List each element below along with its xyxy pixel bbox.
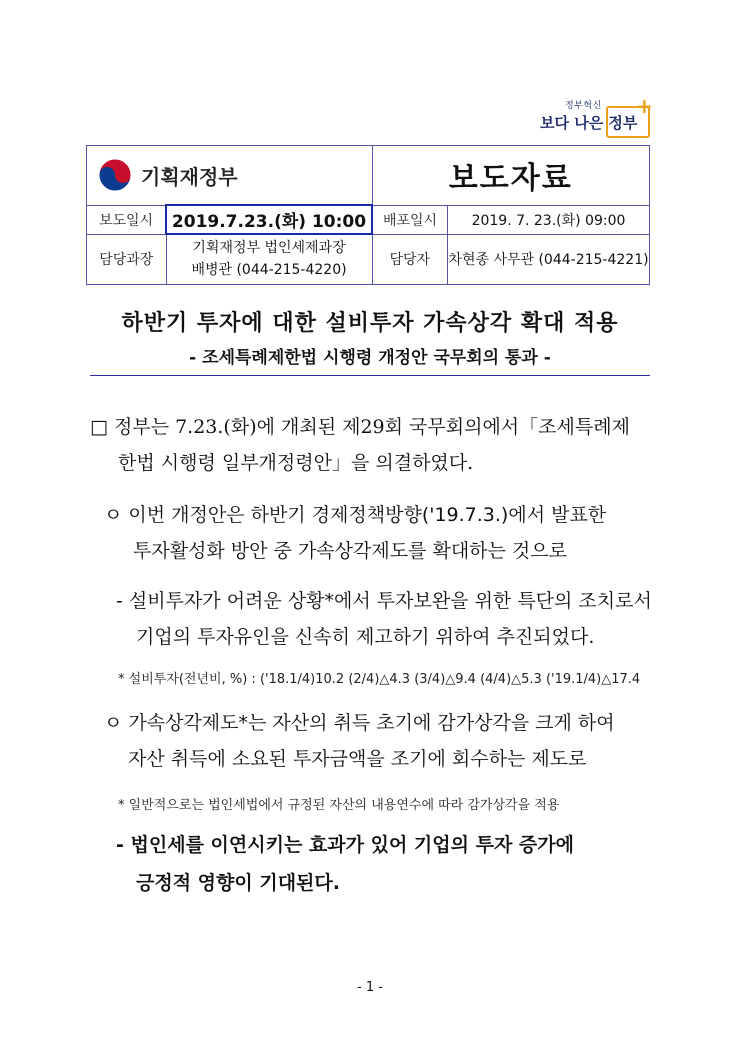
paragraph-3-line-1: - 설비투자가 어려운 상황*에서 투자보완을 위한 특단의 조치로서 [116,590,652,612]
slogan-big-text: 보다 나은 정부 [540,114,638,132]
dept-info [166,234,372,284]
slogan-small-text: 정부혁신 [565,101,602,111]
headline: 하반기 투자에 대한 설비투자 가속상각 확대 적용 [121,311,619,336]
press-release-header [86,145,650,285]
plus-icon: + [636,94,653,118]
paragraph-2-line-1: ㅇ 이번 개정안은 하반기 경제정책방향('19.7.3.)에서 발표한 [104,504,607,526]
dept-label: 담당과장 [87,234,167,284]
paragraph-4-line-2: 자산 취득에 소요된 투자금액을 조기에 회수하는 제도로 [128,748,587,770]
paragraph-1-line-2: 한법 시행령 일부개정령안」을 의결하였다. [118,452,474,474]
contact-info: 차현종 사무관 (044-215-4221) [448,234,650,284]
dept-line-2: 배병관 (044-215-4220) [191,262,347,279]
document-type-title: 보도자료 [372,146,650,206]
ministry-logo-cell [87,146,373,206]
subheadline: - 조세특례제한법 시행령 개정안 국무회의 통과 - [189,348,551,368]
dept-line-1: 기획재정부 법인세제과장 [192,240,346,257]
paragraph-5-line-1: - 법인세를 이연시키는 효과가 있어 기업의 투자 증가에 [116,834,574,856]
contact-label: 담당자 [372,234,448,284]
paragraph-3-line-2: 기업의 투자유인을 신속히 제고하기 위하여 추진되었다. [136,626,595,648]
release-time: 2019. 7. 23.(화) 09:00 [448,205,650,234]
taegeuk-icon [97,157,133,193]
footnote-2: * 일반적으로는 법인세법에서 규정된 자산의 내용연수에 따라 감가상각을 적용 [118,798,560,813]
paragraph-5-line-2: 긍정적 영향이 기대된다. [136,872,340,894]
release-label: 배포일시 [372,205,448,234]
header-divider [90,375,650,376]
page-number: - 1 - [357,980,383,995]
government-innovation-logo [540,94,660,142]
paragraph-2-line-2: 투자활성화 방안 중 가속상각제도를 확대하는 것으로 [133,540,567,562]
footnote-1: * 설비투자(전년비, %) : ('18.1/4)10.2 (2/4)△4.3 (3/4)△9.4 (4/4)△5.3 ('19.1/4)△17.4 [118,672,641,687]
ministry-name: 기획재정부 [141,164,238,189]
paragraph-4-line-1: ㅇ 가속상각제도*는 자산의 취득 초기에 감가상각을 크게 하여 [104,712,615,734]
paragraph-1-line-1: □ 정부는 7.23.(화)에 개최된 제29회 국무회의에서「조세특례제 [90,416,630,438]
embargo-label: 보도일시 [87,205,167,234]
embargo-time: 2019.7.23.(화) 10:00 [166,205,372,234]
